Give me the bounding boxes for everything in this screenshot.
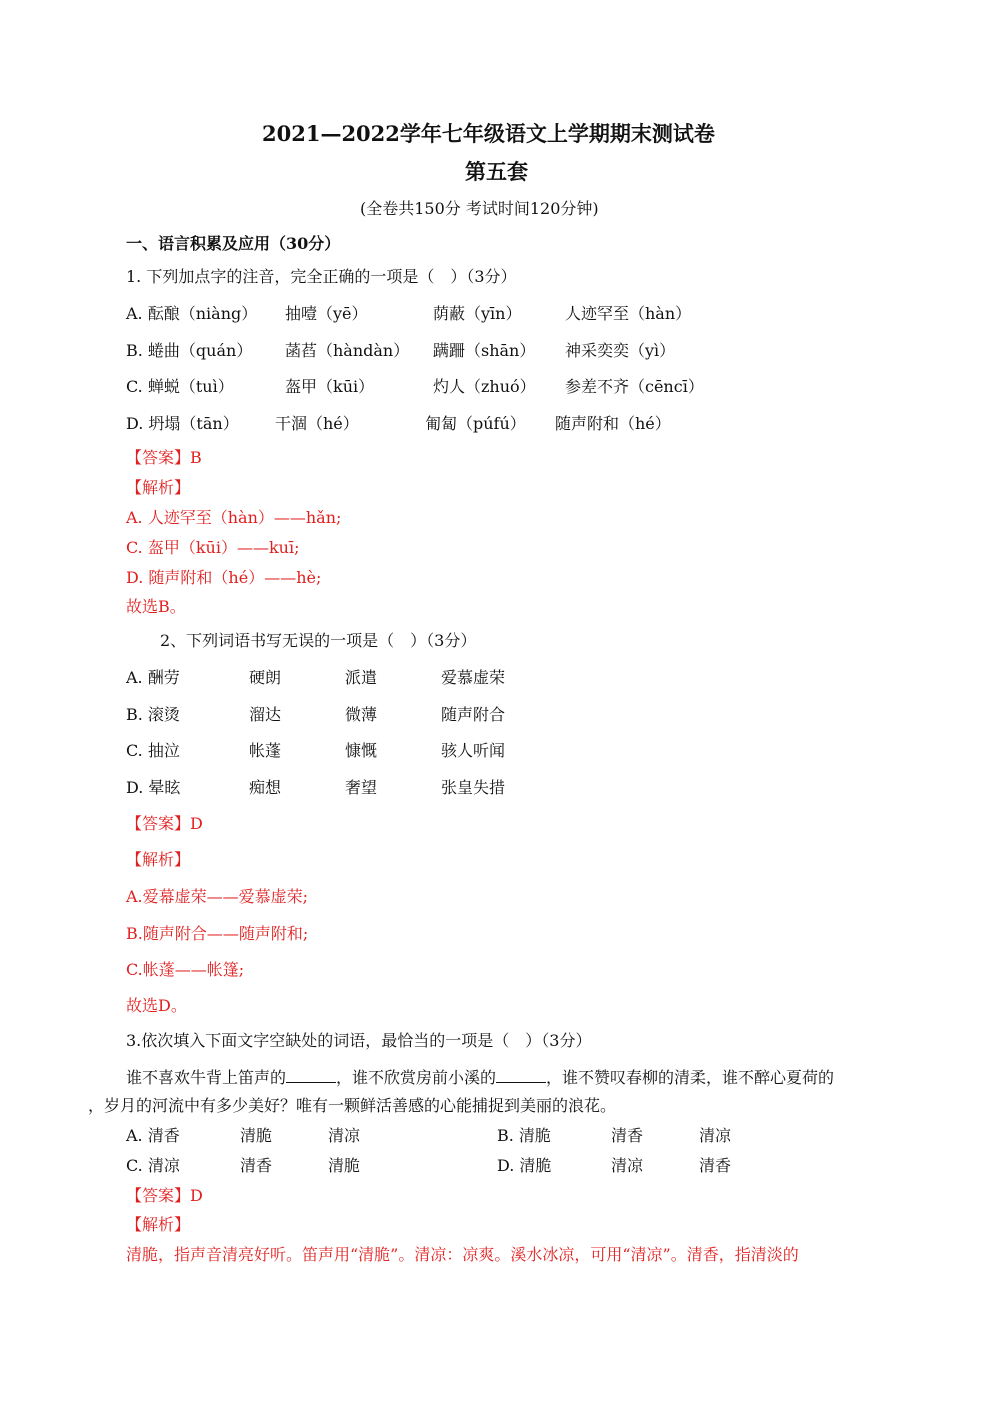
q3-analysis-text: 清脆，指声音清亮好听。笛声用“清脆”。清凉：凉爽。溪水冰凉，可用“清凉”。清香，指清淡的 xyxy=(126,1245,799,1264)
q2-analysis-label: 【解析】 xyxy=(126,850,191,869)
q1-option-d-2: 干涸（hé） xyxy=(275,414,359,433)
q1-option-a-4: 人迹罕至（hàn） xyxy=(565,304,692,323)
q2-analysis-line: A.爱幕虚荣——爱慕虚荣; xyxy=(126,887,309,906)
q2-option-a-2: 硬朗 xyxy=(249,668,282,687)
fill-blank[interactable] xyxy=(286,1068,336,1083)
q1-option-c-2: 盔甲（kūi） xyxy=(285,377,375,396)
fill-blank[interactable] xyxy=(496,1068,546,1083)
q1-option-d-4: 随声附和（hé） xyxy=(555,414,671,433)
q3-passage-line-2: ，岁月的河流中有多少美好？唯有一颗鲜活善感的心能捕捉到美丽的浪花。 xyxy=(88,1096,617,1115)
question-1-stem: 1. 下列加点字的注音，完全正确的一项是（ ）（3分） xyxy=(126,267,517,286)
q1-answer: 【答案】B xyxy=(126,448,202,467)
page-subtitle: 第五套 xyxy=(465,159,528,184)
q2-option-b-4: 随声附合 xyxy=(441,705,506,724)
exam-note: (全卷共150分 考试时间120分钟) xyxy=(360,199,599,218)
q2-option-c-4: 骇人听闻 xyxy=(441,741,506,760)
q3-option-d-2: 清凉 xyxy=(611,1156,644,1175)
q1-option-c-4: 参差不齐（cēncī） xyxy=(565,377,704,396)
q1-option-b-4: 神采奕奕（yì） xyxy=(565,341,676,360)
q1-analysis-line: A. 人迹罕至（hàn）——hǎn; xyxy=(126,508,342,527)
q3-passage-part: 谁不喜欢牛背上笛声的 xyxy=(126,1068,287,1087)
q1-option-d-3: 匍匐（púfú） xyxy=(425,414,526,433)
q3-answer: 【答案】D xyxy=(126,1186,203,1205)
q1-option-b-1: B. 蜷曲（quán） xyxy=(126,341,253,360)
q1-analysis-line: D. 随声附和（hé）——hè; xyxy=(126,568,322,587)
question-2-stem: 2、下列词语书写无误的一项是（ ）（3分） xyxy=(160,631,477,650)
q1-option-c-3: 灼人（zhuó） xyxy=(433,377,536,396)
q2-option-c-1: C. 抽泣 xyxy=(126,741,180,760)
q1-option-c-1: C. 蝉蜕（tuì） xyxy=(126,377,234,396)
q3-passage-line-1 xyxy=(126,1068,834,1086)
q3-option-c-3: 清脆 xyxy=(328,1156,361,1175)
q2-option-d-4: 张皇失措 xyxy=(441,778,506,797)
q3-analysis-label: 【解析】 xyxy=(126,1215,191,1234)
q2-option-d-2: 痴想 xyxy=(249,778,282,797)
page-title: 2021—2022学年七年级语文上学期期末测试卷 xyxy=(262,121,715,146)
q2-option-d-3: 奢望 xyxy=(345,778,378,797)
q1-conclusion: 故选B。 xyxy=(126,597,186,616)
question-3-stem: 3.依次填入下面文字空缺处的词语，最恰当的一项是（ ）（3分） xyxy=(126,1031,592,1050)
q3-option-d-3: 清香 xyxy=(699,1156,732,1175)
q3-option-b-1: B. 清脆 xyxy=(497,1126,551,1145)
q3-option-b-2: 清香 xyxy=(611,1126,644,1145)
q3-option-b-3: 清凉 xyxy=(699,1126,732,1145)
q2-option-d-1: D. 晕眩 xyxy=(126,778,181,797)
q2-option-a-3: 派遣 xyxy=(345,668,378,687)
q1-analysis-line: C. 盔甲（kūi）——kuī; xyxy=(126,538,300,557)
q2-conclusion: 故选D。 xyxy=(126,996,187,1015)
q2-option-c-2: 帐蓬 xyxy=(249,741,282,760)
q2-option-b-2: 溜达 xyxy=(249,705,282,724)
q2-analysis-line: C.帐蓬——帐篷; xyxy=(126,960,245,979)
q2-option-b-3: 微薄 xyxy=(345,705,378,724)
q1-option-a-3: 荫蔽（yīn） xyxy=(433,304,522,323)
q1-option-a-2: 抽噎（yē） xyxy=(285,304,368,323)
q3-option-a-1: A. 清香 xyxy=(126,1126,180,1145)
q3-option-a-3: 清凉 xyxy=(328,1126,361,1145)
q3-option-c-2: 清香 xyxy=(240,1156,273,1175)
q1-option-b-3: 蹒跚（shān） xyxy=(433,341,536,360)
q2-option-a-4: 爱慕虚荣 xyxy=(441,668,506,687)
q2-answer: 【答案】D xyxy=(126,814,203,833)
q2-option-c-3: 慷慨 xyxy=(345,741,378,760)
q1-option-d-1: D. 坍塌（tān） xyxy=(126,414,239,433)
q3-passage-part: ，谁不欣赏房前小溪的 xyxy=(336,1068,497,1087)
q2-option-b-1: B. 滚烫 xyxy=(126,705,180,724)
q2-analysis-line: B.随声附合——随声附和; xyxy=(126,924,309,943)
q3-option-a-2: 清脆 xyxy=(240,1126,273,1145)
q3-option-d-1: D. 清脆 xyxy=(497,1156,552,1175)
section-heading: 一、语言积累及应用（30分） xyxy=(126,234,341,253)
q3-passage-part: ，谁不赞叹春柳的清柔，谁不醉心夏荷的 xyxy=(546,1068,835,1087)
q3-option-c-1: C. 清凉 xyxy=(126,1156,180,1175)
q1-option-b-2: 菡萏（hàndàn） xyxy=(285,341,410,360)
q2-option-a-1: A. 酬劳 xyxy=(126,668,180,687)
q1-analysis-label: 【解析】 xyxy=(126,478,191,497)
q1-option-a-1: A. 酝酿（niàng） xyxy=(126,304,258,323)
